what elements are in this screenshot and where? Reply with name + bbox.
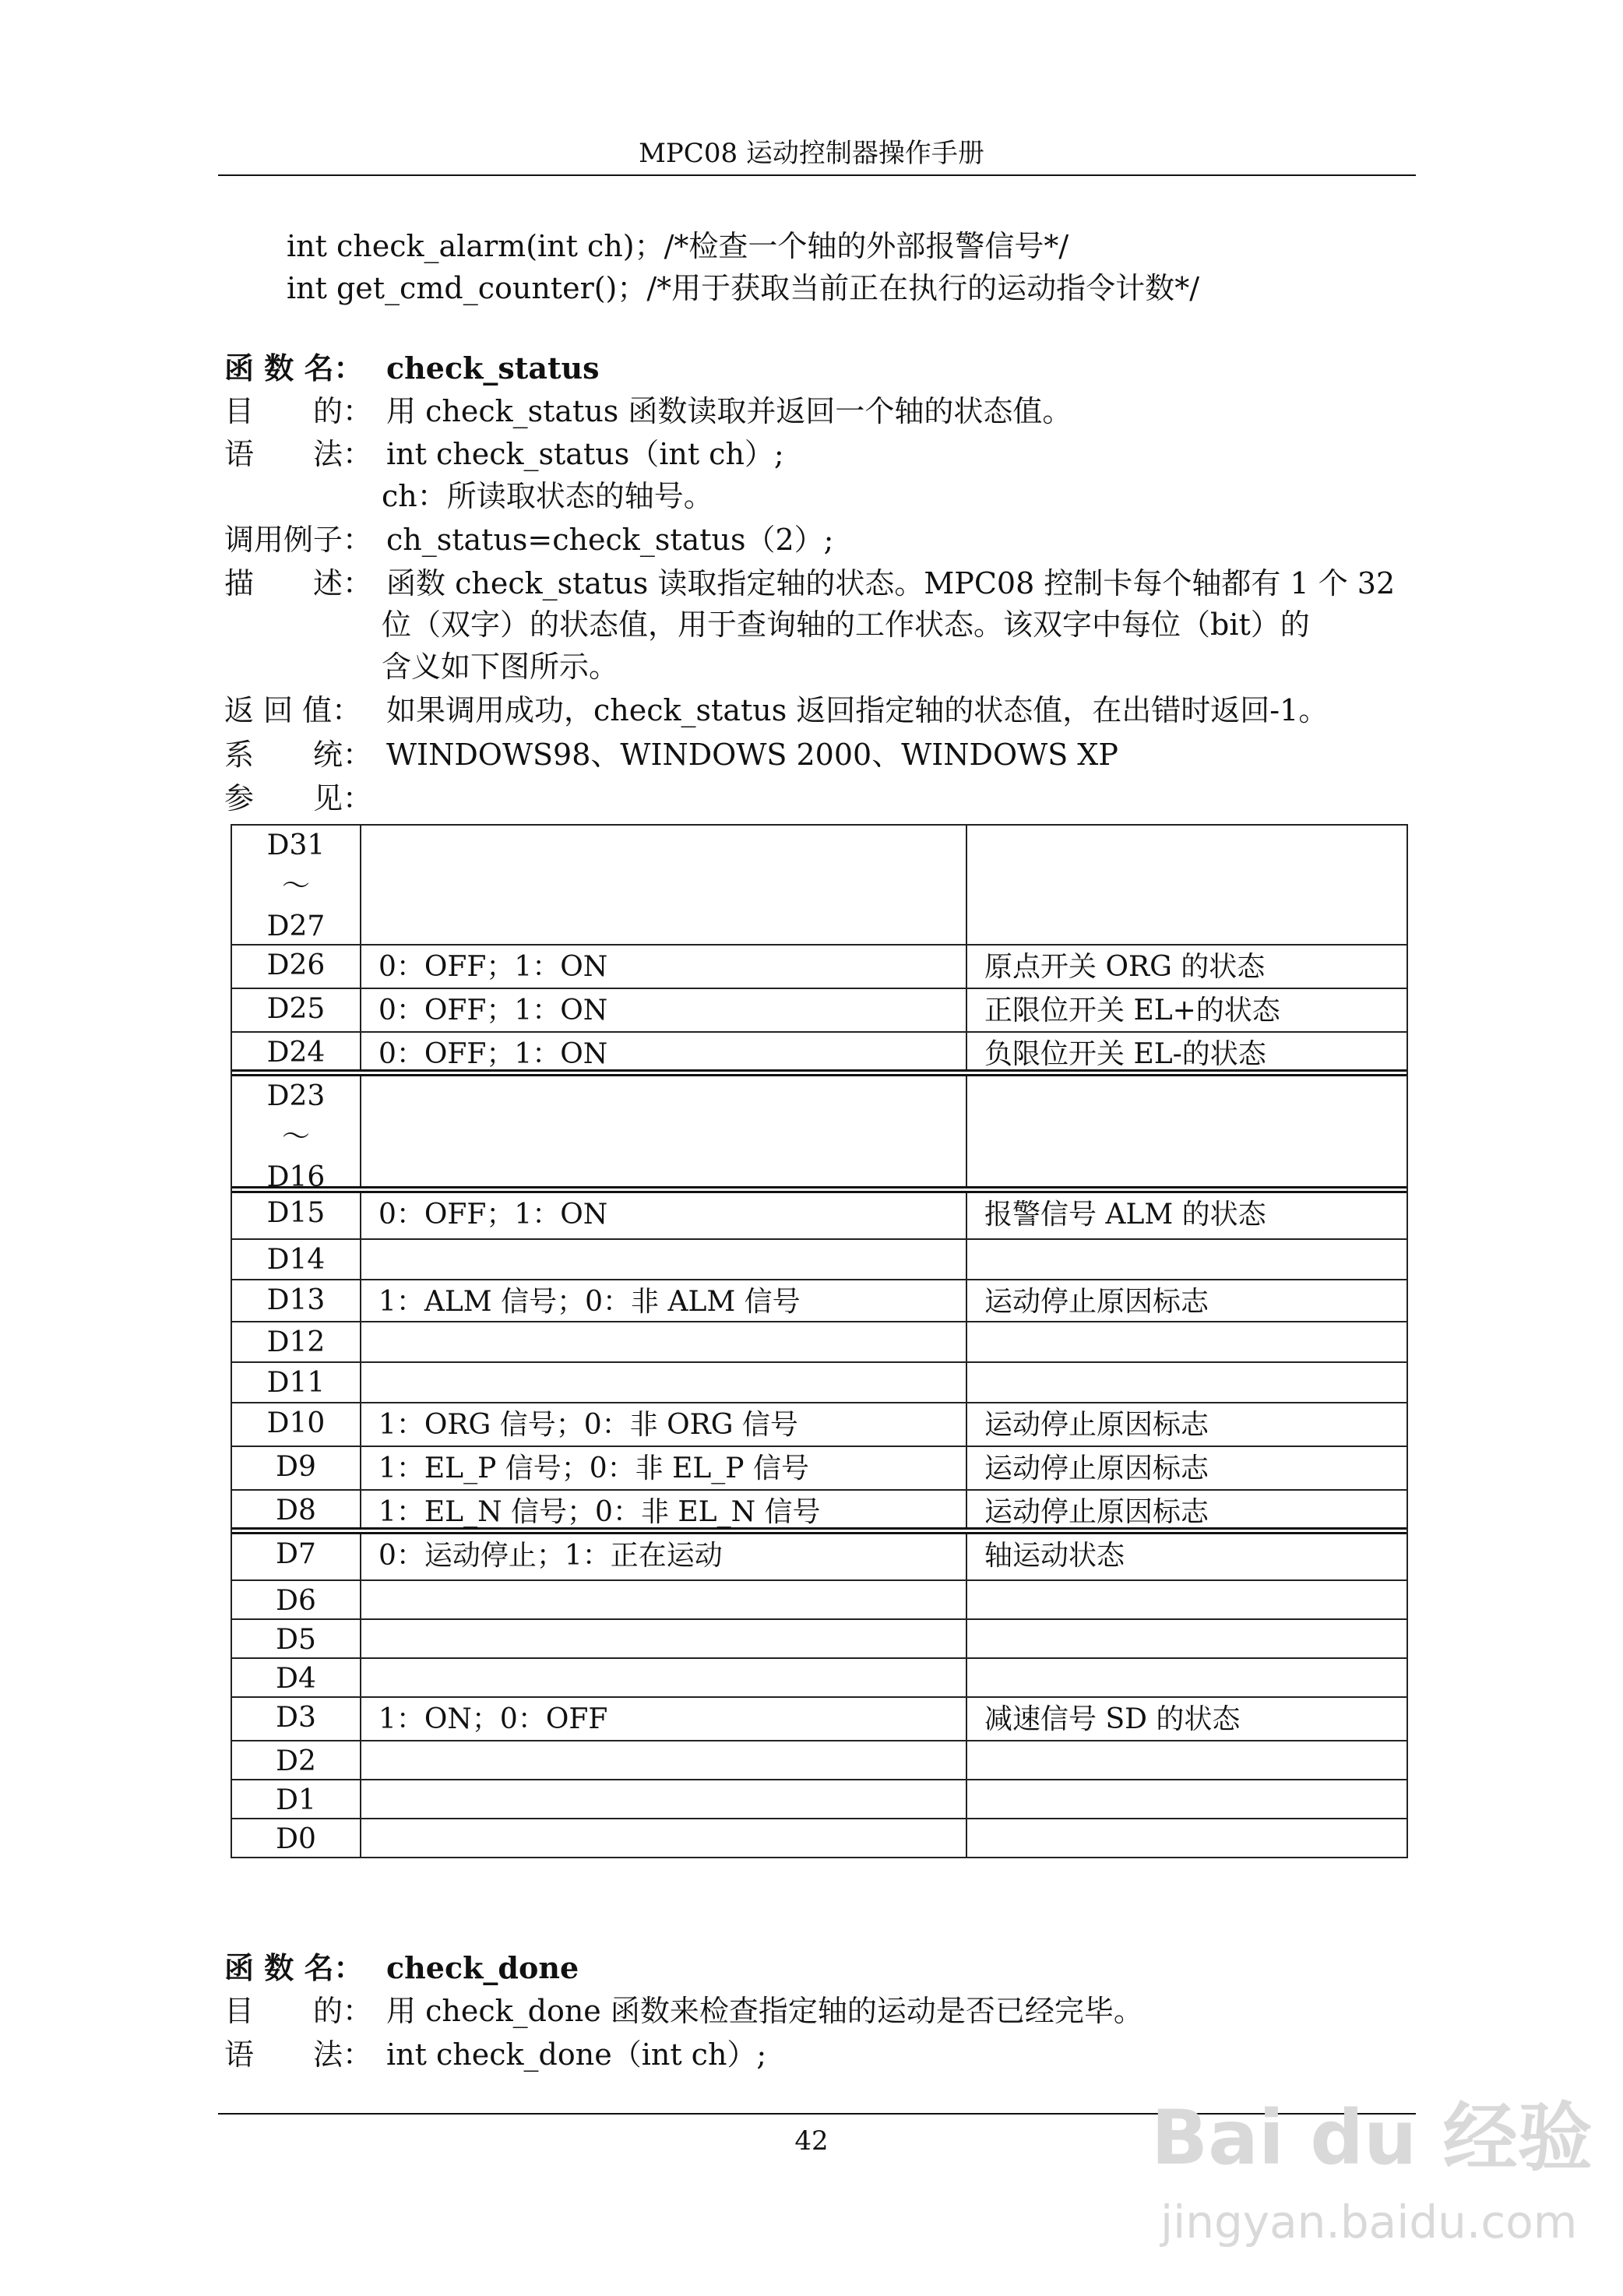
func-name-value-2: check_done: [386, 1950, 579, 1985]
table-row: [232, 989, 1406, 1033]
meaning-cell: 运动停止原因标志: [984, 1409, 1209, 1441]
description-line-1: 函数 check_status 读取指定轴的状态。MPC08 控制卡每个轴都有 1 个 32: [386, 566, 1396, 600]
bit-cell: [232, 1659, 361, 1696]
table-row: [232, 946, 1406, 989]
bit-label: D0: [276, 1823, 316, 1855]
status-bit-table: [231, 824, 1408, 1858]
bit-cell: [232, 826, 361, 944]
header-rule: [218, 174, 1416, 176]
syntax-label-2: 语 法：: [224, 2037, 373, 2072]
table-row: [232, 1780, 1406, 1819]
meaning-cell: 负限位开关 EL-的状态: [984, 1038, 1266, 1070]
table-row: [232, 1819, 1406, 1858]
table-row: [232, 1659, 1406, 1698]
bit-cell: [232, 1698, 361, 1740]
example-label: 调用例子：: [224, 523, 373, 557]
return-value: 如果调用成功，check_status 返回指定轴的状态值，在出错时返回-1。: [386, 693, 1329, 727]
bit-cell: [232, 1819, 361, 1857]
syntax-value: int check_status（int ch）;: [386, 437, 784, 471]
syntax-label: 语 法：: [224, 437, 373, 471]
description-label: 描 述：: [224, 566, 373, 600]
meaning-cell: [967, 1581, 1403, 1618]
watermark-logo: Bai du 经验: [1151, 2094, 1593, 2182]
system-label: 系 统：: [224, 738, 373, 772]
meaning-cell: [967, 1322, 1403, 1361]
table-row: [232, 1447, 1406, 1491]
value-cell: [361, 1240, 967, 1279]
meaning-cell: 运动停止原因标志: [984, 1453, 1209, 1484]
bit-cell: [232, 1280, 361, 1321]
table-row: [232, 1076, 1406, 1193]
meaning-cell: [967, 1741, 1403, 1779]
bit-cell: [232, 1193, 361, 1238]
bit-label: D6: [276, 1585, 316, 1617]
see-also-label: 参 见：: [224, 781, 373, 815]
bit-cell: [232, 1322, 361, 1361]
bit-cell: [232, 1581, 361, 1618]
value-cell: [361, 1659, 967, 1696]
example-value: ch_status=check_status（2）;: [386, 523, 834, 557]
value-cell: 0：OFF；1：ON: [361, 989, 967, 1031]
bit-label: D3: [276, 1702, 316, 1734]
value-cell: 0：OFF；1：ON: [361, 1193, 967, 1238]
system-value: WINDOWS98、WINDOWS 2000、WINDOWS XP: [386, 738, 1118, 772]
bit-cell: [232, 1741, 361, 1779]
value-cell: [361, 1780, 967, 1818]
bit-label: D24: [266, 1037, 326, 1069]
bit-label: D16: [266, 1161, 326, 1193]
bit-label: D8: [276, 1495, 316, 1527]
bit-label: D9: [276, 1451, 316, 1483]
bit-label: D14: [266, 1244, 326, 1276]
bit-label: ～: [281, 1121, 310, 1153]
meaning-cell: 运动停止原因标志: [984, 1286, 1209, 1318]
bit-label: D10: [266, 1407, 326, 1439]
bit-cell: [232, 946, 361, 988]
value-cell: 0：OFF；1：ON: [361, 1033, 967, 1069]
description-line-2: 位（双字）的状态值，用于查询轴的工作状态。该双字中每位（bit）的: [382, 607, 1310, 642]
syntax-param: ch：所读取状态的轴号。: [382, 479, 713, 513]
bit-label: D13: [266, 1284, 326, 1316]
watermark-url: jingyan.baidu.com: [1160, 2196, 1578, 2248]
bit-label: D5: [276, 1624, 316, 1656]
value-cell: 1：EL_P 信号；0：非 EL_P 信号: [361, 1447, 967, 1489]
bit-label: D4: [276, 1663, 316, 1695]
meaning-cell: 报警信号 ALM 的状态: [984, 1199, 1266, 1231]
bit-label: D12: [266, 1326, 326, 1358]
purpose-value-2: 用 check_done 函数来检查指定轴的运动是否已经完毕。: [386, 1994, 1143, 2028]
meaning-cell: 原点开关 ORG 的状态: [984, 951, 1266, 983]
page-number: 42: [794, 2125, 829, 2157]
bit-label: D2: [276, 1745, 316, 1777]
bit-cell: [232, 1780, 361, 1818]
bit-label: D26: [266, 949, 326, 981]
intro-line-1: int check_alarm(int ch)；/*检查一个轴的外部报警信号*/: [287, 229, 1069, 263]
bit-cell: [232, 1033, 361, 1069]
table-row: [232, 826, 1406, 946]
value-cell: [361, 1819, 967, 1857]
value-cell: 0：OFF；1：ON: [361, 946, 967, 988]
table-row: [232, 1534, 1406, 1581]
bit-label: D25: [266, 993, 326, 1025]
meaning-cell: [967, 826, 1403, 944]
table-row: [232, 1240, 1406, 1280]
value-cell: [361, 1741, 967, 1779]
value-cell: 1：ON；0：OFF: [361, 1698, 967, 1740]
bit-label: D27: [266, 910, 326, 942]
bit-cell: [232, 989, 361, 1031]
meaning-cell: [967, 1240, 1403, 1279]
purpose-value: 用 check_status 函数读取并返回一个轴的状态值。: [386, 394, 1072, 428]
bit-label: D7: [276, 1538, 316, 1570]
table-row: [232, 1491, 1406, 1534]
meaning-cell: [967, 1620, 1403, 1657]
table-row: [232, 1033, 1406, 1076]
value-cell: [361, 1581, 967, 1618]
syntax-value-2: int check_done（int ch）;: [386, 2037, 767, 2072]
table-row: [232, 1698, 1406, 1741]
value-cell: 1：EL_N 信号；0：非 EL_N 信号: [361, 1491, 967, 1527]
value-cell: 0：运动停止；1：正在运动: [361, 1534, 967, 1579]
bit-label: D15: [266, 1197, 326, 1229]
meaning-cell: [967, 1819, 1403, 1857]
bit-label: D23: [266, 1080, 326, 1112]
bit-cell: [232, 1620, 361, 1657]
meaning-cell: [967, 1780, 1403, 1818]
bit-label: D11: [266, 1367, 326, 1399]
func-name-value: check_status: [386, 350, 600, 386]
meaning-cell: [967, 1659, 1403, 1696]
purpose-label-2: 目 的：: [224, 1994, 373, 2028]
table-row: [232, 1581, 1406, 1620]
table-row: [232, 1741, 1406, 1780]
value-cell: [361, 826, 967, 944]
value-cell: [361, 1322, 967, 1361]
meaning-cell: 运动停止原因标志: [984, 1496, 1209, 1528]
page-header-title: MPC08 运动控制器操作手册: [639, 138, 984, 169]
bit-label: D1: [276, 1784, 316, 1816]
bit-cell: [232, 1491, 361, 1527]
description-line-3: 含义如下图所示。: [382, 650, 619, 684]
table-row: [232, 1280, 1406, 1322]
purpose-label: 目 的：: [224, 394, 373, 428]
meaning-cell: 轴运动状态: [984, 1540, 1125, 1572]
intro-line-2: int get_cmd_counter()；/*用于获取当前正在执行的运动指令计数*/: [287, 271, 1199, 305]
bit-cell: [232, 1076, 361, 1193]
value-cell: [361, 1076, 967, 1186]
meaning-cell: [967, 1363, 1403, 1402]
func-name-label-2: 函 数 名：: [224, 1950, 364, 1985]
value-cell: [361, 1363, 967, 1402]
return-label: 返 回 值：: [224, 693, 362, 727]
table-row: [232, 1363, 1406, 1403]
value-cell: [361, 1620, 967, 1657]
bit-cell: [232, 1363, 361, 1402]
bit-label: D31: [266, 829, 326, 861]
bit-label: ～: [281, 870, 310, 902]
table-row: [232, 1403, 1406, 1447]
table-row: [232, 1620, 1406, 1659]
bit-cell: [232, 1447, 361, 1489]
value-cell: 1：ORG 信号；0：非 ORG 信号: [361, 1403, 967, 1446]
table-row: [232, 1322, 1406, 1363]
meaning-cell: 减速信号 SD 的状态: [984, 1703, 1241, 1735]
bit-cell: [232, 1240, 361, 1279]
value-cell: 1：ALM 信号；0：非 ALM 信号: [361, 1280, 967, 1321]
table-row: [232, 1193, 1406, 1240]
func-name-label: 函 数 名：: [224, 350, 364, 386]
bit-cell: [232, 1534, 361, 1579]
meaning-cell: 正限位开关 EL+的状态: [984, 995, 1280, 1027]
bit-cell: [232, 1403, 361, 1446]
meaning-cell: [967, 1076, 1403, 1186]
